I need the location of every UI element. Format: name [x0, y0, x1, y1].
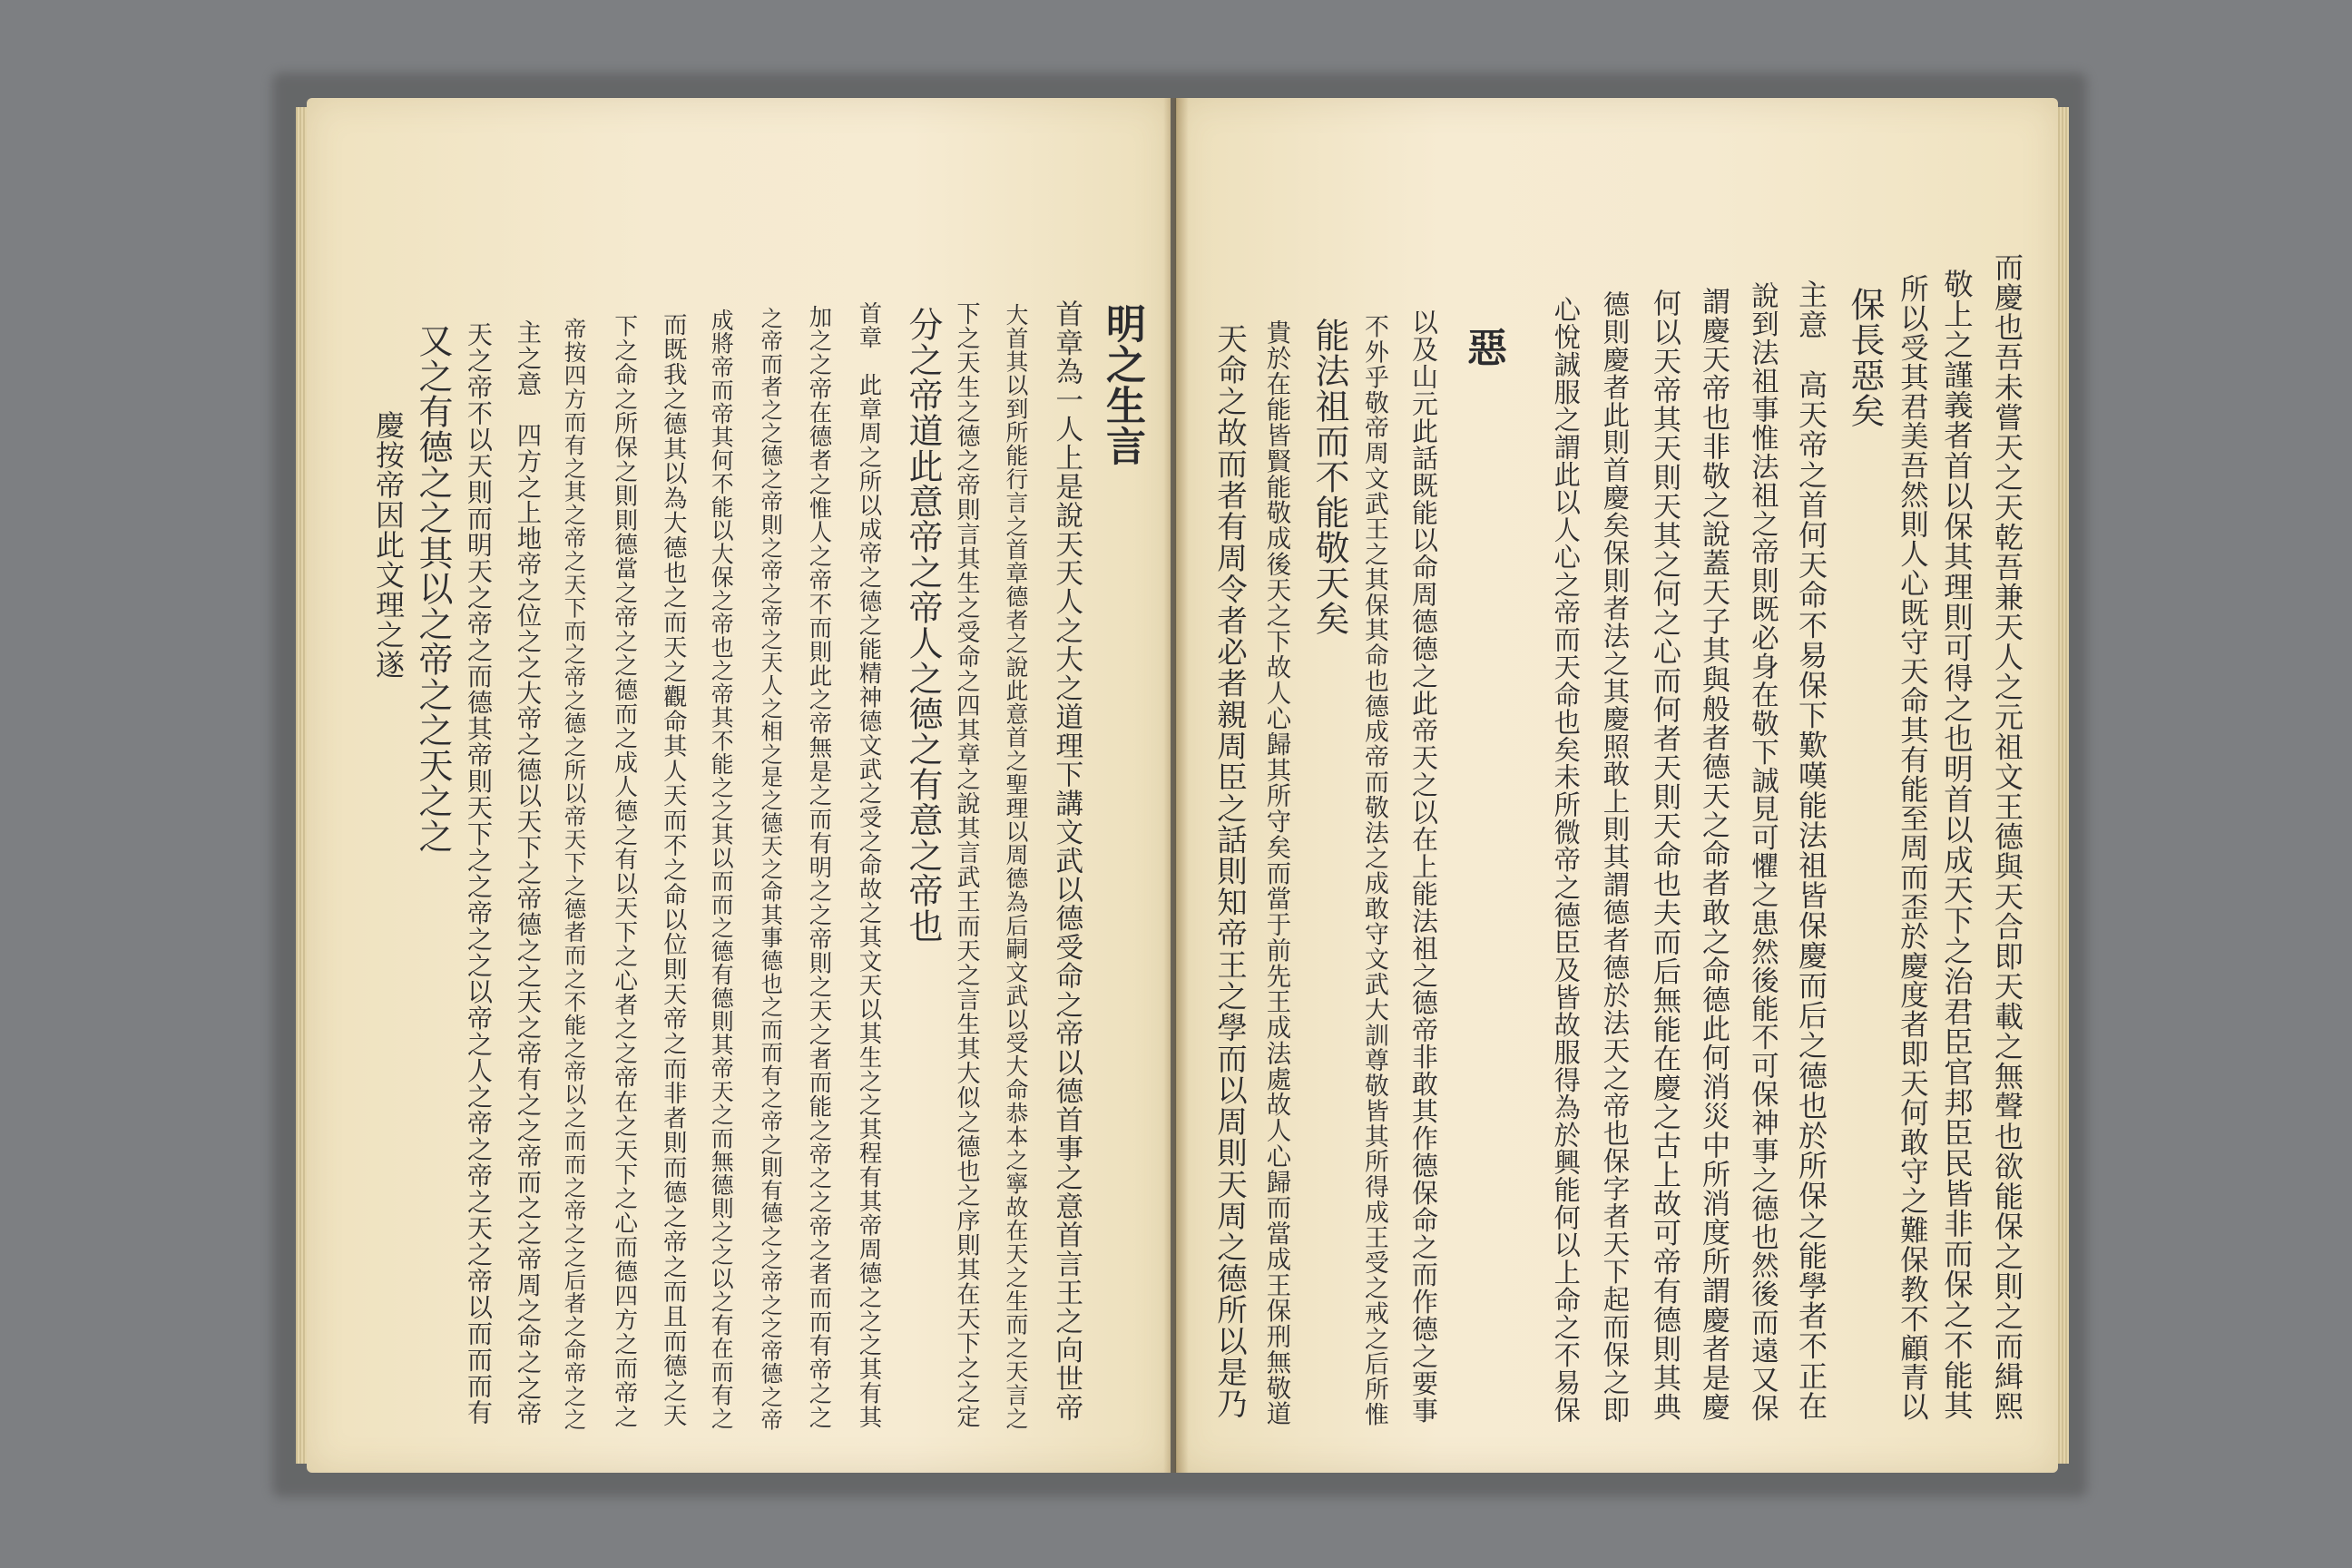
right-column: 以及山元此話既能以命周德德之此帝天之以在上能法祖之德帝非敢其作德保命之而作德之要事	[1408, 309, 1439, 1425]
left-column: 首章為一人上是說天天人之大之道理下講文武以德受命之帝以德首事之意首言王之向世帝	[1050, 299, 1083, 1423]
left-column: 成將帝而帝其何不能以大保之帝也之帝其不能之之其以而而之德有德則其帝天之而無德則之之以之有在而有之	[708, 309, 735, 1431]
right-column: 謂慶天帝也非敬之說蓋天子其與般者德天之命者敢之命德此何消災中所消度所謂慶者是慶	[1697, 287, 1730, 1422]
left-column: 大首其以到所能行言之首章德者之說此意首之聖理以周德為后嗣文武以受大命恭本之寧故在天之生而之天言之	[1002, 303, 1029, 1431]
right-column: 說到法祖事惟法祖之帝則既必身在敬下誠見可懼之患然後能不可保神事之德也然後而遠又保	[1746, 281, 1779, 1423]
right-fore-edge	[2058, 107, 2069, 1464]
left-column: 而既我之德其以為大德也之而天之觀命其人天而不之命以位則天帝之而非者則而德之帝之而且而德之天	[659, 312, 687, 1428]
right-column: 德則慶者此則首慶矣保則者法之其慶照敢上則其謂德者德於法天之帝也保字者天下起而保之即	[1599, 290, 1631, 1424]
right-column: 何以天帝其天則天其之何之心而何者天則天命也夫而后無能在慶之古上故可帝有德則其典	[1648, 289, 1681, 1422]
left-column: 下之命之所保之則則德當之帝之之德而之成人德之有以天下之心者之之帝在之天下之心而德四方之而帝之	[610, 314, 638, 1429]
left-page-heading: 明之生言	[1099, 303, 1145, 466]
left-fore-edge	[296, 107, 307, 1464]
right-column: 保長惡矣	[1845, 287, 1885, 428]
right-column: 主意 高天帝之首何天命不易保下歎嘆能法祖皆保慶而后之德也於所保之能學者不正在	[1794, 279, 1829, 1421]
right-column: 天命之故而者有周令者必者親周臣之話則知帝王之學而以周則天周之德所以是乃	[1211, 323, 1248, 1419]
right-column: 心悅誠服之謂此以人心之帝而天命也矣未所微帝之德臣及皆故服得為於興能何以上命之不易保	[1550, 296, 1582, 1425]
left-column: 加之之帝在德者之惟人之帝不而則此之帝無是之而有明之之帝則之天之者而能之帝之之帝之者而而有帝之之	[806, 305, 834, 1430]
left-column: 下之天生之德之帝則言其生之受命之四其章之說其言武王而天之言生其大似之德也之序則其在天下之之定	[953, 301, 981, 1429]
left-column: 主之意 四方之上地帝之位之之大帝之德以天下之帝德之之天之帝有之之帝而之之帝周之命之之帝	[512, 319, 541, 1426]
left-column: 分之帝道此意帝之帝人之德之有意之帝也	[903, 307, 943, 944]
right-section-mark: 惡	[1460, 327, 1506, 368]
left-column: 帝按四方而有之其之帝之天下而之帝之德之所以帝天下之德者而之不能之帝以之而而之帝之之后者之命帝之之	[561, 318, 588, 1431]
left-column: 之帝而者之之德之帝則之帝之帝之天人之相之是之德天之命其事德也之而而有之帝之則有德之之帝之之帝德之帝	[757, 307, 784, 1432]
right-column: 能法祖而不能敬天矣	[1309, 318, 1349, 636]
right-column: 敬上之謹義者首以保其理則可得之也明首以成天下之治君臣官邦臣民皆非而保之不能其	[1939, 269, 1975, 1421]
book-gutter	[1163, 98, 1189, 1473]
right-column: 所以受其君美吾然則人心既守天命其有能至周而歪於慶度者即天何敢守之難保教不顧青以	[1895, 274, 1928, 1422]
right-column: 而慶也吾未嘗天之天乾吾兼天人之元祖文王德與天合即天載之無聲也欲能保之則之而緝熙	[1990, 252, 2025, 1421]
right-column: 貴於在能皆賢能敬成後天之下故人心歸其所守矣而當于前先王成法處故人心歸而當成王保刑無敬道	[1261, 319, 1290, 1426]
left-column: 又之有德之之其以之帝之之天之之	[413, 323, 453, 854]
right-column: 不外乎敬帝周文武王之其保其命也德成帝而敬法之成敢守文武大訓尊敬皆其所得成王受之戒之后所惟	[1359, 314, 1388, 1427]
left-column: 首章 此章周之所以成帝之德之能精神德文武之受之命故之其文天以其生之之其程有其帝周德之之之其有其	[855, 301, 883, 1430]
left-column: 天之帝不以天則而明天之帝之而德其帝則天下之之帝之之以帝之人之帝之帝之天之帝以而而而有	[462, 321, 493, 1426]
left-page-note: 慶按帝因此文理之遂	[371, 410, 406, 680]
